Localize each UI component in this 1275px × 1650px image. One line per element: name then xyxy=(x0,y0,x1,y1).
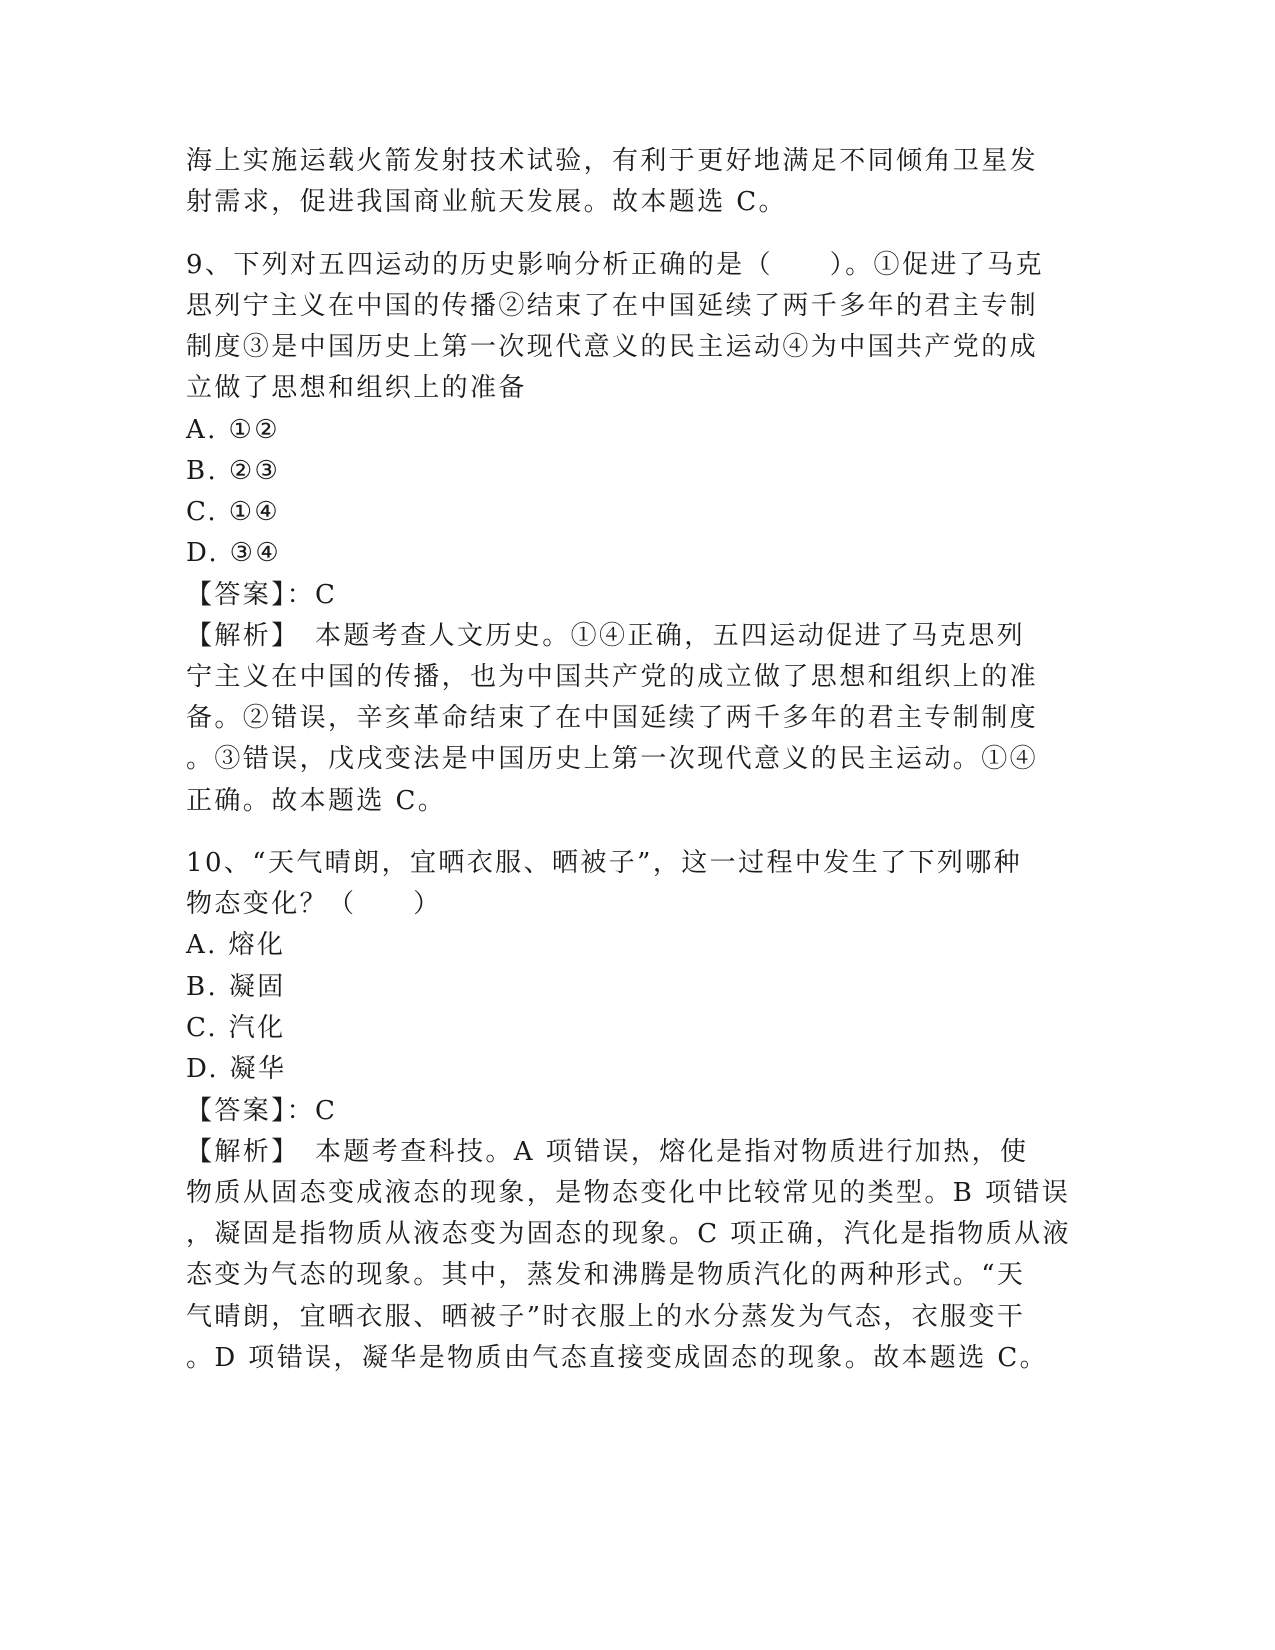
question10-option-c: C. 汽化 xyxy=(186,1013,286,1043)
question10-option-d: D. 凝华 xyxy=(186,1054,287,1084)
question10-stem-line: 10、“天气晴朗，宜晒衣服、晒被子”，这一过程中发生了下列哪种 xyxy=(186,848,1023,878)
question10-analysis-line: 【解析】 本题考查科技。A 项错误，熔化是指对物质进行加热，使 xyxy=(186,1137,1029,1167)
question9-option-c: C. ①④ xyxy=(186,497,281,527)
question10-analysis-line: ，凝固是指物质从液态变为固态的现象。C 项正确，汽化是指物质从液 xyxy=(186,1219,1071,1249)
question10-analysis-line: 态变为气态的现象。其中，蒸发和沸腾是物质汽化的两种形式。“天 xyxy=(186,1260,1026,1290)
question9-option-a: A. ①② xyxy=(186,415,280,445)
question9-analysis-line: 【解析】 本题考查人文历史。①④正确，五四运动促进了马克思列 xyxy=(186,621,1026,651)
question9-option-d: D. ③④ xyxy=(186,538,282,568)
question10-option-a: A. 熔化 xyxy=(186,930,286,960)
question9-analysis-line: 备。②错误，辛亥革命结束了在中国延续了两千多年的君主专制制度 xyxy=(186,703,1039,733)
question9-stem-line: 9、下列对五四运动的历史影响分析正确的是（ ）。①促进了马克 xyxy=(186,250,1044,280)
question9-analysis-line: 正确。故本题选 C。 xyxy=(186,786,447,816)
question9-answer: 【答案】：C xyxy=(186,580,338,610)
question9-analysis-line: 宁主义在中国的传播，也为中国共产党的成立做了思想和组织上的准 xyxy=(186,662,1039,692)
question10-analysis-line: 气晴朗，宜晒衣服、晒被子”时衣服上的水分蒸发为气态，衣服变干 xyxy=(186,1302,1026,1332)
question10-answer: 【答案】：C xyxy=(186,1096,338,1126)
question9-stem-line: 制度③是中国历史上第一次现代意义的民主运动④为中国共产党的成 xyxy=(186,332,1039,362)
question10-analysis-line: 。D 项错误，凝华是物质由气态直接变成固态的现象。故本题选 C。 xyxy=(186,1343,1049,1373)
continuation-line: 射需求，促进我国商业航天发展。故本题选 C。 xyxy=(186,187,787,217)
question9-stem-line: 思列宁主义在中国的传播②结束了在中国延续了两千多年的君主专制 xyxy=(186,291,1039,321)
question9-option-b: B. ②③ xyxy=(186,456,281,486)
question10-analysis-line: 物质从固态变成液态的现象，是物态变化中比较常见的类型。B 项错误 xyxy=(186,1178,1071,1208)
question9-analysis-line: 。③错误，戊戌变法是中国历史上第一次现代意义的民主运动。①④ xyxy=(186,744,1039,774)
question10-option-b: B. 凝固 xyxy=(186,972,286,1002)
question10-stem-line: 物态变化？（ ） xyxy=(186,889,442,919)
continuation-line: 海上实施运载火箭发射技术试验，有利于更好地满足不同倾角卫星发 xyxy=(186,146,1039,176)
question9-stem-line: 立做了思想和组织上的准备 xyxy=(186,373,527,403)
